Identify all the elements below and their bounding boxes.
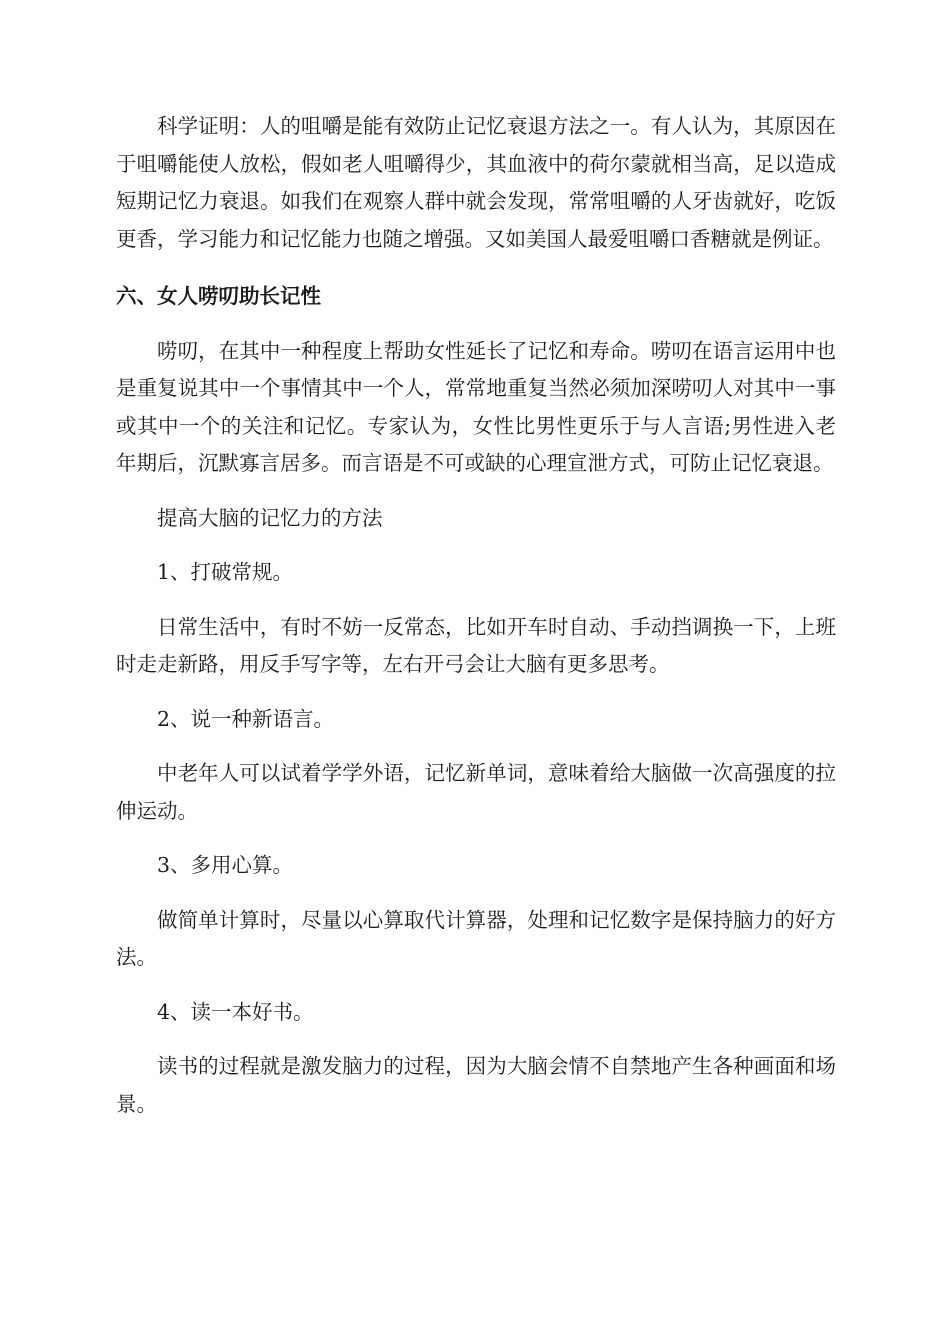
document-page: [116, 108, 836, 1123]
paragraph-new-language: 中老年人可以试着学学外语，记忆新单词，意味着给大脑做一次高强度的拉伸运动。: [116, 761, 836, 823]
list-item-3: 3、多用心算。: [157, 853, 294, 877]
list-item-1: 1、打破常规。: [157, 560, 294, 584]
paragraph-reading: 读书的过程就是激发脑力的过程，因为大脑会情不自禁地产生各种画面和场景。: [116, 1054, 836, 1116]
paragraph-mental-math: 做简单计算时，尽量以心算取代计算器，处理和记忆数字是保持脑力的好方法。: [116, 907, 836, 969]
list-item-4: 4、读一本好书。: [157, 999, 314, 1024]
paragraph-break-routine: 日常生活中，有时不妨一反常态，比如开车时自动、手动挡调换一下，上班时走走新路，用反手写字等，左右开弓会让大脑有更多思考。: [116, 614, 836, 676]
subtitle-methods: 提高大脑的记忆力的方法: [157, 505, 383, 530]
paragraph-chewing: 科学证明：人的咀嚼是能有效防止记忆衰退方法之一。有人认为，其原因在于咀嚼能使人放松，假如老人咀嚼得少，其血液中的荷尔蒙就相当高，足以造成短期记忆力衰退。如我们在观察人群中就会发现，常常咀嚼的人牙齿就好，吃饭更香，学习能力和记忆能力也随之增强。又如美国人最爱咀嚼口香糖就是例证。: [116, 114, 836, 251]
list-item-2: 2、说一种新语言。: [157, 706, 335, 731]
paragraph-nagging: 唠叨，在其中一种程度上帮助女性延长了记忆和寿命。唠叨在语言运用中也是重复说其中一个事情其中一个人，常常地重复当然必须加深唠叨人对其中一事或其中一个的关注和记忆。专家认为，女性比男性更乐于与人言语;男性进入老年期后，沉默寡言居多。而言语是不可或缺的心理宣泄方式，可防止记忆衰退。: [116, 338, 836, 475]
section-heading-6: 六、女人唠叨助长记性: [116, 284, 321, 308]
